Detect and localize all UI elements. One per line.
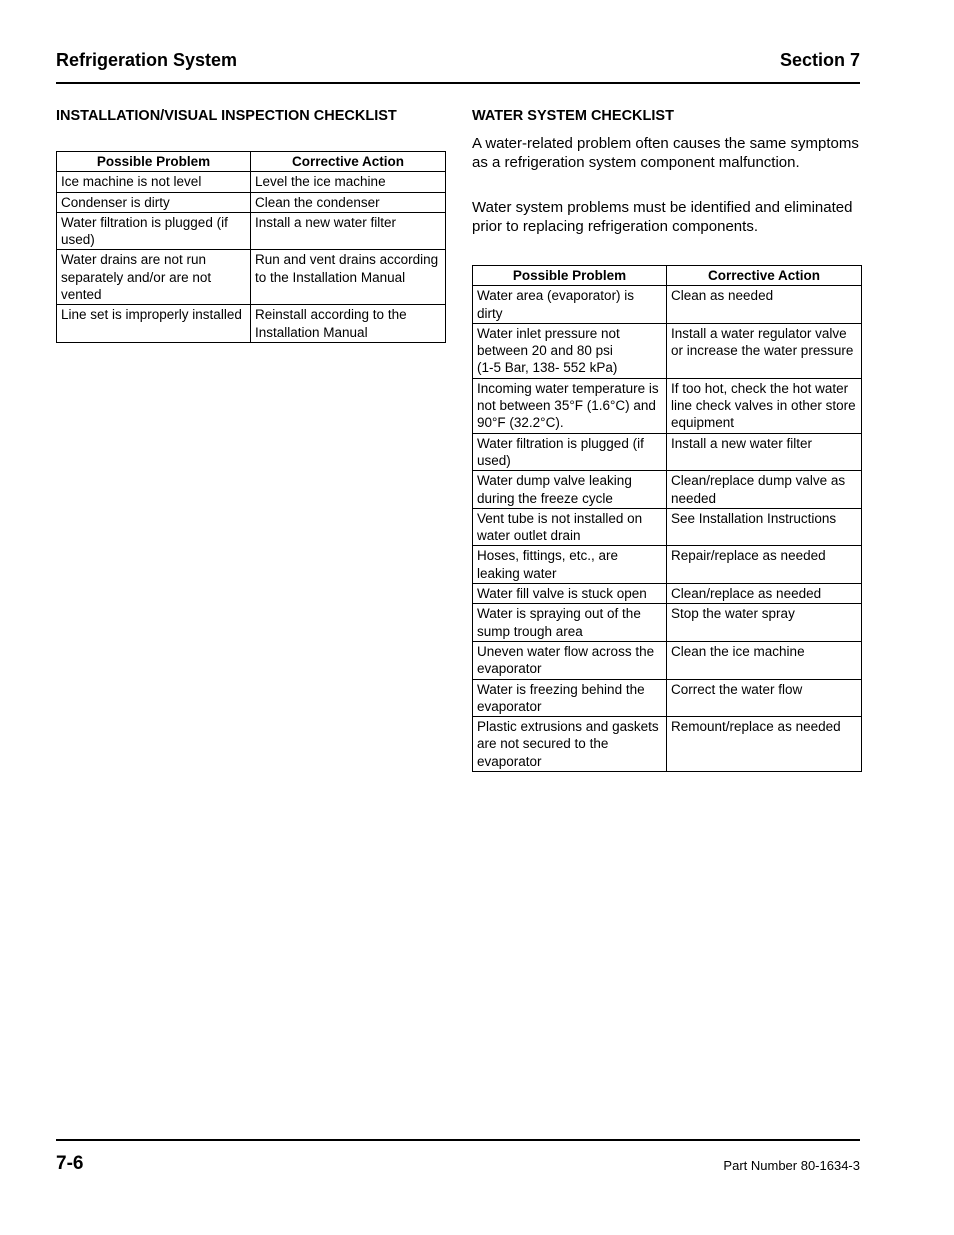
- action-cell: Clean the ice machine: [667, 641, 862, 679]
- table-row: [473, 679, 862, 717]
- action-cell: Reinstall according to the Installation Manual: [251, 305, 446, 343]
- table-row: [473, 641, 862, 679]
- table-row: [473, 378, 862, 433]
- problem-cell: Condenser is dirty: [57, 192, 251, 212]
- installation-checklist-table: [56, 151, 446, 343]
- table-row: [57, 212, 446, 250]
- table-row: [57, 250, 446, 305]
- water-checklist-table: [472, 265, 862, 772]
- water-note-paragraph: Water system problems must be identified and eliminated prior to replacing refrigeration components.: [472, 199, 853, 235]
- problem-cell: Water filtration is plugged (if used): [473, 433, 667, 471]
- problem-cell: Vent tube is not installed on water outlet drain: [473, 508, 667, 546]
- table-row: [473, 471, 862, 509]
- column-header-problem: Possible Problem: [473, 266, 667, 286]
- problem-cell: Water area (evaporator) is dirty: [473, 286, 667, 324]
- table-row: [473, 717, 862, 772]
- problem-cell: Ice machine is not level: [57, 172, 251, 192]
- table-row: [473, 508, 862, 546]
- problem-cell: Line set is improperly installed: [57, 305, 251, 343]
- table-header-row: [473, 266, 862, 286]
- problem-cell: Water dump valve leaking during the freeze cycle: [473, 471, 667, 509]
- table-row: [473, 546, 862, 584]
- table-row: [473, 433, 862, 471]
- action-cell: Level the ice machine: [251, 172, 446, 192]
- action-cell: Install a water regulator valve or increase the water pressure: [667, 323, 862, 378]
- problem-cell: Hoses, fittings, etc., are leaking water: [473, 546, 667, 584]
- problem-cell: Water drains are not run separately and/or are not vented: [57, 250, 251, 305]
- problem-cell: Water fill valve is stuck open: [473, 584, 667, 604]
- action-cell: Correct the water flow: [667, 679, 862, 717]
- problem-cell: Uneven water flow across the evaporator: [473, 641, 667, 679]
- problem-cell: Water inlet pressure not between 20 and 80 psi (1-5 Bar, 138- 552 kPa): [473, 323, 667, 378]
- section-label: Section 7: [779, 50, 860, 70]
- action-cell: Clean/replace as needed: [667, 584, 862, 604]
- problem-cell: Incoming water temperature is not between 35°F (1.6°C) and 90°F (32.2°C).: [473, 378, 667, 433]
- part-number: Part Number 80-1634-3: [723, 1158, 860, 1173]
- problem-cell: Water is spraying out of the sump trough area: [473, 604, 667, 642]
- header-rule: [56, 82, 860, 84]
- action-cell: Run and vent drains according to the Installation Manual: [251, 250, 446, 305]
- table-row: [57, 192, 446, 212]
- action-cell: Clean the condenser: [251, 192, 446, 212]
- table-row: [473, 286, 862, 324]
- installation-checklist-heading: INSTALLATION/VISUAL INSPECTION CHECKLIST: [56, 108, 397, 124]
- action-cell: Stop the water spray: [667, 604, 862, 642]
- page-title: Refrigeration System: [56, 50, 238, 70]
- action-cell: Install a new water filter: [251, 212, 446, 250]
- action-cell: See Installation Instructions: [667, 508, 862, 546]
- action-cell: Clean/replace dump valve as needed: [667, 471, 862, 509]
- problem-cell: Plastic extrusions and gaskets are not secured to the evaporator: [473, 717, 667, 772]
- table-row: [473, 584, 862, 604]
- action-cell: Repair/replace as needed: [667, 546, 862, 584]
- water-checklist-heading: WATER SYSTEM CHECKLIST: [472, 108, 674, 124]
- table-row: [473, 323, 862, 378]
- column-header-problem: Possible Problem: [57, 152, 251, 172]
- table-row: [473, 604, 862, 642]
- column-header-action: Corrective Action: [251, 152, 446, 172]
- action-cell: Remount/replace as needed: [667, 717, 862, 772]
- page-number: 7-6: [56, 1153, 84, 1174]
- problem-cell: Water is freezing behind the evaporator: [473, 679, 667, 717]
- action-cell: Clean as needed: [667, 286, 862, 324]
- footer-rule: [56, 1139, 860, 1141]
- table-row: [57, 172, 446, 192]
- table-row: [57, 305, 446, 343]
- action-cell: Install a new water filter: [667, 433, 862, 471]
- problem-cell: Water filtration is plugged (if used): [57, 212, 251, 250]
- action-cell: If too hot, check the hot water line check valves in other store equipment: [667, 378, 862, 433]
- table-header-row: [57, 152, 446, 172]
- column-header-action: Corrective Action: [667, 266, 862, 286]
- water-intro-paragraph: A water-related problem often causes the same symptoms as a refrigeration system component malfunction.: [472, 135, 859, 171]
